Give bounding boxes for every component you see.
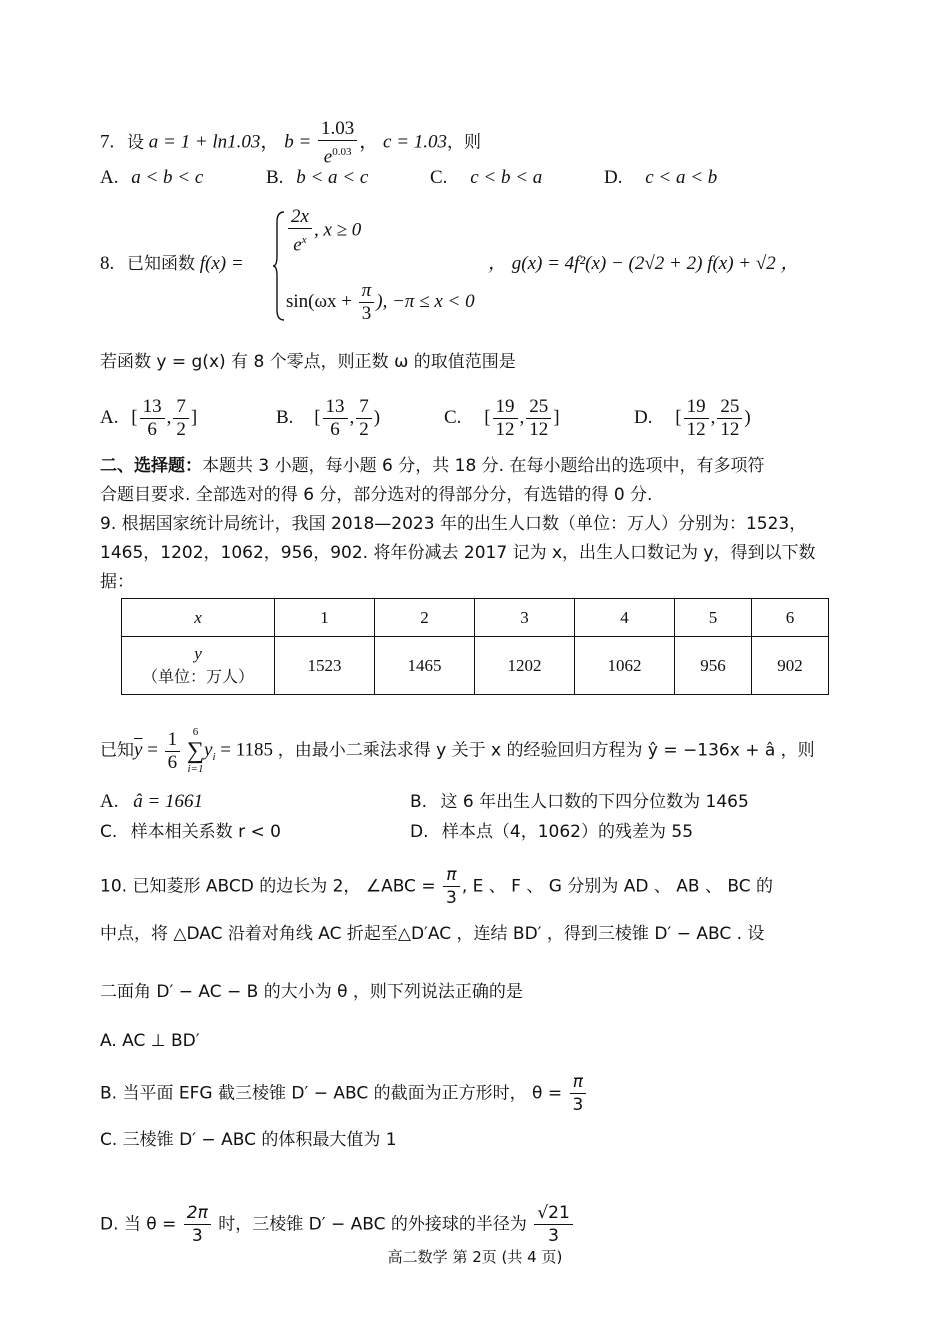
q10-option-c: C. 三棱锥 D′ − ABC 的体积最大值为 1 [100, 1130, 397, 1150]
q8-stem-line2: 若函数 y = g(x) 有 8 个零点，则正数 ω 的取值范围是 [100, 352, 516, 372]
q9-option-c: C. 样本相关系数 r < 0 [100, 822, 281, 842]
q10-line3: 二面角 D′ − AC − B 的大小为 θ ，则下列说法正确的是 [100, 982, 523, 1002]
q7-stem: 7. 设 a = 1 + ln1.03， b = $\frac{1.03}{e^{0.03}}$ ， c = 1.03，则 [100, 118, 482, 168]
q9-line1: 9. 根据国家统计局统计，我国 2018—2023 年的出生人口数（单位：万人）分别为：1523， [100, 514, 807, 534]
section2-title: 二、选择题： [100, 456, 202, 476]
section2-line2: 合题目要求. 全部选对的得 6 分，部分选对的得部分分，有选错的得 0 分. [100, 485, 653, 505]
q8-g-definition: ， g(x) = 4f²(x) − (2√2 + 2) f(x) + √2 ， [488, 253, 800, 274]
q8-option-a: A. [ $\frac{13}{6}$ , $\frac{7}{2}$ ] [100, 396, 198, 440]
q9-option-a: A. â = 1661 [100, 791, 204, 812]
q9-known: 已知$\overline{y}$ = $\frac{1}{6}$ 6 ∑ i=1 $y_i = 1185$ ，由最小二乘法求得 y 关于 x 的经验回归方程为 ŷ = −136x + â ，则 [100, 726, 815, 775]
piecewise-brace [272, 210, 286, 322]
q8-option-d: D. [ $\frac{19}{12}$ , $\frac{25}{12}$ ) [634, 396, 751, 440]
page-footer: 高二数学 第 2页 (共 4 页) [387, 1248, 563, 1266]
q7-option-d: D. c < a < b [604, 167, 718, 188]
q7-option-b: B. b < a < c [266, 167, 369, 188]
q8-piece1: $\frac{2x}{e^x}$ , x ≥ 0 [286, 206, 361, 256]
q10-option-b: B. 当平面 EFG 截三棱锥 D′ − ABC 的截面为正方形时， θ = $\frac{\pi}{3}$ [100, 1071, 588, 1116]
table-row: y （单位：万人） 1523 1465 1202 1062 956 902 [122, 637, 829, 695]
section2-line1: 二、选择题：本题共 3 小题，每小题 6 分，共 18 分. 在每小题给出的选项中，有多项符 [100, 456, 765, 476]
q7-option-c: C. c < b < a [430, 167, 543, 188]
q9-line3: 据： [100, 572, 134, 592]
q8-stem: 8. 已知函数 f(x) = [100, 253, 244, 274]
table-row: x 1 2 3 4 5 6 [122, 599, 829, 637]
q9-line2: 1465，1202，1062，956，902. 将年份减去 2017 记为 x，出生人口数记为 y，得到以下数 [100, 543, 816, 563]
q10-option-a: A. AC ⊥ BD′ [100, 1031, 200, 1051]
q9-data-table [121, 598, 829, 695]
q10-line2: 中点，将 △DAC 沿着对角线 AC 折起至△D′AC ，连结 BD′ ，得到三棱锥 D′ − ABC . 设 [100, 924, 765, 944]
q8-piece2: sin(ωx + $\frac{\pi}{3}$ ), −π ≤ x < 0 [286, 280, 475, 324]
q8-option-b: B. [ $\frac{13}{6}$ , $\frac{7}{2}$ ) [276, 396, 381, 440]
q8-option-c: C. [ $\frac{19}{12}$ , $\frac{25}{12}$ ] [444, 396, 560, 440]
q7-option-a: A. a < b < c [100, 167, 204, 188]
q9-option-d: D. 样本点（4，1062）的残差为 55 [410, 822, 694, 842]
q10-option-d: D. 当 θ = $\frac{2\pi}{3}$ 时，三棱锥 D′ − ABC 的外接球的半径为 $\frac{√21}{3}$ [100, 1202, 575, 1247]
q10-line1: 10. 已知菱形 ABCD 的边长为 2， ∠ABC = $\frac{\pi}{3}$ , E 、 F 、 G 分别为 AD 、 AB 、 BC 的 [100, 865, 774, 908]
q7-b-fraction: $\frac{1.03}{e^{0.03}}$ [318, 118, 357, 168]
q9-option-b: B. 这 6 年出生人口数的下四分位数为 1465 [410, 792, 749, 812]
